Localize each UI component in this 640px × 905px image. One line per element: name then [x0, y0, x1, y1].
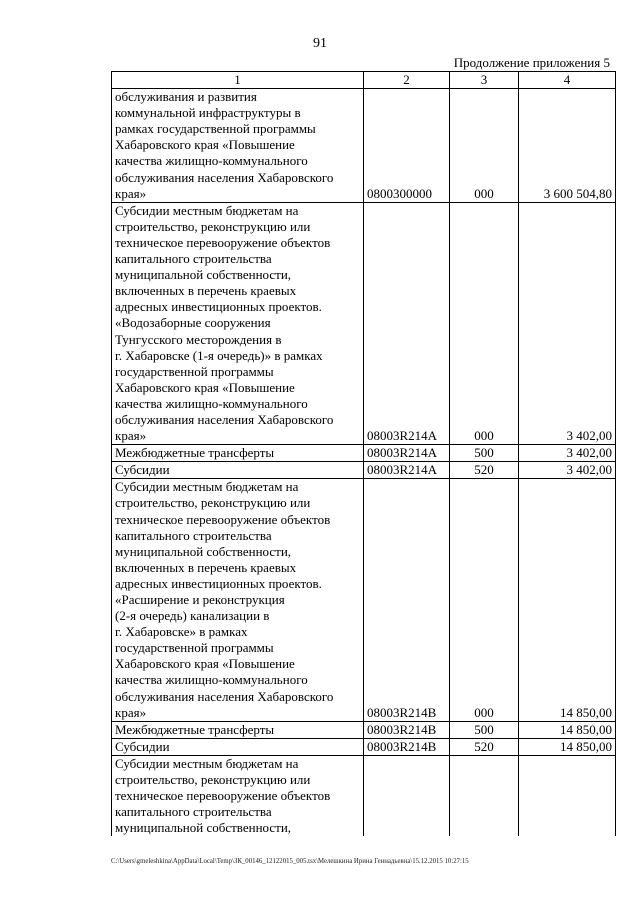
row-expense-type: 520 — [450, 738, 519, 755]
description-line: муниципальной собственности, — [115, 267, 292, 283]
description-line: качества жилищно-коммунального — [115, 153, 308, 169]
row-expense-type: 000 — [450, 89, 519, 203]
table-row — [112, 445, 616, 462]
description-line: Хабаровского края «Повышение — [115, 137, 295, 153]
row-code — [364, 755, 450, 836]
table-row — [112, 479, 616, 721]
description-line: капитального строительства — [115, 527, 272, 543]
table-row — [112, 721, 616, 738]
description-line: Субсидии местным бюджетам на — [115, 202, 299, 218]
description-line: Субсидии местным бюджетам на — [115, 479, 299, 495]
description-line: Межбюджетные трансферты — [115, 445, 275, 461]
row-description — [112, 89, 364, 203]
table-row — [112, 89, 616, 203]
description-line: края» — [115, 185, 147, 201]
description-line: техническое перевооружение объектов — [115, 234, 331, 250]
row-amount: 14 850,00 — [519, 738, 616, 755]
row-amount: 14 850,00 — [519, 479, 616, 721]
description-line: муниципальной собственности, — [115, 820, 292, 836]
description-line: Хабаровского края «Повышение — [115, 656, 295, 672]
description-line: капитального строительства — [115, 251, 272, 267]
table-row — [112, 202, 616, 444]
description-line: «Расширение и реконструкция — [115, 592, 285, 607]
row-expense-type: 520 — [450, 462, 519, 479]
column-header-1: 1 — [112, 72, 364, 89]
description-line: Субсидии — [115, 462, 170, 478]
description-line: муниципальной собственности, — [115, 543, 292, 559]
row-code: 0800300000 — [364, 89, 450, 203]
row-description — [112, 479, 364, 721]
description-line: строительство, реконструкцию или — [115, 495, 311, 511]
description-line: Тунгусского месторождения в — [115, 331, 282, 347]
description-line: обслуживания населения Хабаровского — [115, 411, 334, 427]
row-code: 08003R214A — [364, 202, 450, 444]
row-description — [112, 721, 364, 738]
row-code: 08003R214A — [364, 462, 450, 479]
description-line: обслуживания населения Хабаровского — [115, 688, 334, 704]
row-description — [112, 755, 364, 836]
description-line: техническое перевооружение объектов — [115, 788, 331, 804]
table-header-row — [112, 72, 616, 89]
description-line: Субсидии — [115, 738, 170, 754]
row-expense-type: 000 — [450, 202, 519, 444]
description-line: рамках государственной программы — [115, 121, 316, 137]
description-line: адресных инвестиционных проектов. — [115, 299, 322, 315]
description-line: (2-я очередь) канализации в — [115, 608, 270, 624]
description-line: обслуживания и развития — [115, 89, 257, 105]
budget-table — [111, 71, 616, 836]
row-amount: 3 600 504,80 — [519, 89, 616, 203]
description-line: адресных инвестиционных проектов. — [115, 575, 322, 591]
row-amount — [519, 755, 616, 836]
description-line: обслуживания населения Хабаровского — [115, 169, 334, 185]
continuation-label: Продолжение приложения 5 — [453, 55, 610, 70]
column-header-4: 4 — [519, 72, 616, 89]
description-line: строительство, реконструкцию или — [115, 772, 311, 788]
row-amount: 3 402,00 — [519, 462, 616, 479]
description-line: края» — [115, 428, 147, 444]
description-line: включенных в перечень краевых — [115, 283, 297, 299]
description-line: г. Хабаровске» в рамках — [115, 624, 248, 640]
page-number: 91 — [313, 36, 327, 51]
description-line: строительство, реконструкцию или — [115, 218, 311, 234]
description-line: техническое перевооружение объектов — [115, 511, 331, 527]
row-amount: 14 850,00 — [519, 721, 616, 738]
row-code: 08003R214B — [364, 738, 450, 755]
table-row — [112, 738, 616, 755]
row-expense-type — [450, 755, 519, 836]
column-header-2: 2 — [364, 72, 450, 89]
row-description — [112, 738, 364, 755]
row-code: 08003R214B — [364, 479, 450, 721]
description-line: капитального строительства — [115, 804, 272, 820]
row-description — [112, 202, 364, 444]
description-line: государственной программы — [115, 363, 274, 379]
description-line: г. Хабаровске (1-я очередь)» в рамках — [115, 347, 323, 363]
row-amount: 3 402,00 — [519, 202, 616, 444]
row-expense-type: 500 — [450, 721, 519, 738]
description-line: включенных в перечень краевых — [115, 559, 297, 575]
footer-file-path: C:\Users\gmeleshkina\AppData\Local\Temp\ЗК_00146_12122015_005.tsx\Мелешкина Ирина Геннадьевна\15.12.2015 10:27:15 — [111, 858, 469, 865]
row-expense-type: 000 — [450, 479, 519, 721]
description-line: края» — [115, 704, 147, 720]
description-line: «Водозаборные сооружения — [115, 315, 271, 331]
row-code: 08003R214A — [364, 445, 450, 462]
description-line: Межбюджетные трансферты — [115, 721, 275, 737]
table-row — [112, 755, 616, 836]
description-line: качества жилищно-коммунального — [115, 672, 308, 688]
description-line: государственной программы — [115, 640, 274, 656]
column-header-3: 3 — [450, 72, 519, 89]
description-line: Субсидии местным бюджетам на — [115, 755, 299, 771]
row-description — [112, 445, 364, 462]
row-amount: 3 402,00 — [519, 445, 616, 462]
row-description — [112, 462, 364, 479]
description-line: Хабаровского края «Повышение — [115, 379, 295, 395]
description-line: коммунальной инфраструктуры в — [115, 105, 301, 121]
row-code: 08003R214B — [364, 721, 450, 738]
row-expense-type: 500 — [450, 445, 519, 462]
description-line: качества жилищно-коммунального — [115, 395, 308, 411]
table-row — [112, 462, 616, 479]
